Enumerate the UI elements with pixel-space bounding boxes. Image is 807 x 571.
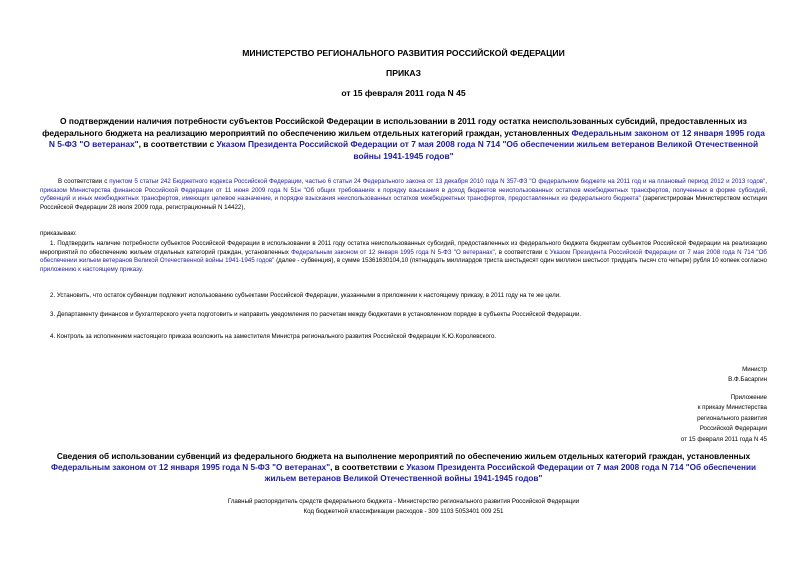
info-text-1: Сведения об использовании субвенций из федерального бюджета на выполнение мероприятий по обеспечению жильем отдельных категорий граждан, установленных — [56, 452, 751, 461]
federal-law-link[interactable]: Федеральным законом от 12 января 1995 года N 5-ФЗ "О ветеранах" — [48, 127, 765, 150]
info-heading — [40, 451, 767, 485]
item-1-paragraph — [40, 240, 767, 274]
date-number-heading: от 15 февраля 2011 года N 45 — [341, 88, 466, 98]
item-1-text-4: . — [141, 265, 144, 273]
appendix-line-3: регионального развития — [697, 414, 767, 422]
document-title — [40, 116, 767, 162]
item-4-paragraph: 4. Контроль за исполнением настоящего приказа возложить на заместителя Министра регионального развития Российской Федерации К.Ю.Королевского. — [50, 333, 497, 340]
appendix-line-4: Российской Федерации — [699, 425, 767, 433]
item-2-paragraph: 2. Установить, что остаток субвенции подлежит использованию субъектами Российской Федерации, указанными в приложении к настоящему приказу, в 2011 году на те же цели. — [50, 292, 561, 299]
preamble-text-3: , — [765, 178, 767, 185]
order-word: приказываю: — [40, 230, 77, 237]
federal-budget-law-link[interactable]: частью 6 статьи 24 Федерального закона от 13 декабря 2010 года N 357-ФЗ "О федеральном бюджете на 2011 год и на плановый период 2012 и 2013 годов" — [305, 178, 766, 185]
appendix-line-5: от 15 февраля 2011 года N 45 — [680, 435, 767, 443]
signature-name: В.Ф.Басаргин — [728, 376, 767, 383]
preamble-paragraph — [40, 178, 767, 212]
president-decree-link[interactable]: Указом Президента Российской Федерации от 7 мая 2008 года N 714 "Об обеспечении жильем ветеранов Великой Отечественной войны 1941-1945 годов" — [216, 139, 759, 161]
appendix-line-1: Приложение — [730, 394, 767, 401]
info-text-2: , в соответствии с — [330, 463, 407, 473]
preamble-text-2: , — [301, 178, 306, 185]
item-1-text-1: 1. Подтвердить наличие потребности субъектов Российской Федерации в использовании в 2011 году остатка неиспользованных субсидий, предоставленных из федерального бюджета бюджетам субъектов Российской Федерации на реализацию мероприятий по обеспечению жильем отдельных категорий граждан, установленных — [40, 240, 767, 256]
signature-position: Министр — [742, 366, 767, 373]
item-1-decree-link[interactable]: Указом Президента Российской Федерации от 7 мая 2008 года N 714 "Об обеспечении жильем ветеранов Великой Отечественной войны 1941-1945 годов" — [40, 248, 767, 265]
preamble-text-4: (зарегистрирован Министерством юстиции Российской Федерации 28 июля 2009 года, регистрационный N 14422), — [40, 195, 767, 211]
item-3-paragraph: 3. Департаменту финансов и бухгалтерского учета подготовить и направить уведомления по расчетам между бюджетами в установленном порядке в субъекты Российской Федерации. — [50, 311, 582, 318]
item-1-federal-law-link[interactable]: Федеральным законом от 12 января 1995 года N 5-ФЗ "О ветеранах" — [291, 248, 495, 256]
budget-manager-line: Главный распорядитель средств федерального бюджета - Министерство регионального развития Российской Федерации — [227, 498, 580, 505]
title-text-1: О подтверждении наличия потребности субъектов Российской Федерации в использовании в 2011 году остатка неиспользованных субсидий, предоставленных из федерального бюджета на реализацию мероприятий по обеспечению жильем отдельных категорий граждан, установленных — [42, 116, 747, 138]
budget-code-line: Код бюджетной классификации расходов - 309 1103 5053401 009 251 — [303, 508, 504, 515]
doc-type-heading: ПРИКАЗ — [386, 68, 421, 78]
appendix-link[interactable]: приложению к настоящему приказу — [40, 265, 142, 273]
ministry-heading: МИНИСТЕРСТВО РЕГИОНАЛЬНОГО РАЗВИТИЯ РОССИЙСКОЙ ФЕДЕРАЦИИ — [242, 48, 565, 58]
item-1-text-2: , в соответствии с — [494, 248, 550, 256]
budget-code-link[interactable]: пунктом 5 статьи 242 Бюджетного кодекса Российской Федерации — [109, 178, 302, 185]
appendix-line-2: к приказу Министерства — [697, 404, 767, 412]
appendix-block — [567, 393, 767, 445]
preamble-text-1: В соответствии с — [58, 178, 110, 185]
signature-block — [567, 365, 767, 385]
minfin-order-link[interactable]: приказом Министерства финансов Российской Федерации от 11 июня 2009 года N 51н "Об общих требованиях к порядку взыскания в доход бюджетов неиспользованных остатков межбюджетных трансфертов, полученных в форме субсидий, субвенций и иных межбюджетных трансфертов, имеющих целевое назначение, и порядке взыскания неиспользованных остатков межбюджетных трансфертов, предоставленных из федерального бюджета" — [40, 186, 767, 203]
title-text-2: , в соответствии с — [138, 139, 217, 150]
info-federal-law-link[interactable]: Федеральным законом от 12 января 1995 года N 5-ФЗ "О ветеранах" — [50, 463, 331, 473]
info-decree-link[interactable]: Указом Президента Российской Федерации от 7 мая 2008 года N 714 "Об обеспечении жильем ветеранов Великой Отечественной войны 1941-1945 годов" — [264, 463, 757, 484]
item-1-text-3: (далее - субвенция), в сумме 15361630104,10 (пятнадцать миллиардов триста шестьдесят один миллион шестьсот тридцать тысяч сто четыре) рубля 10 копеек согласно — [274, 257, 767, 265]
